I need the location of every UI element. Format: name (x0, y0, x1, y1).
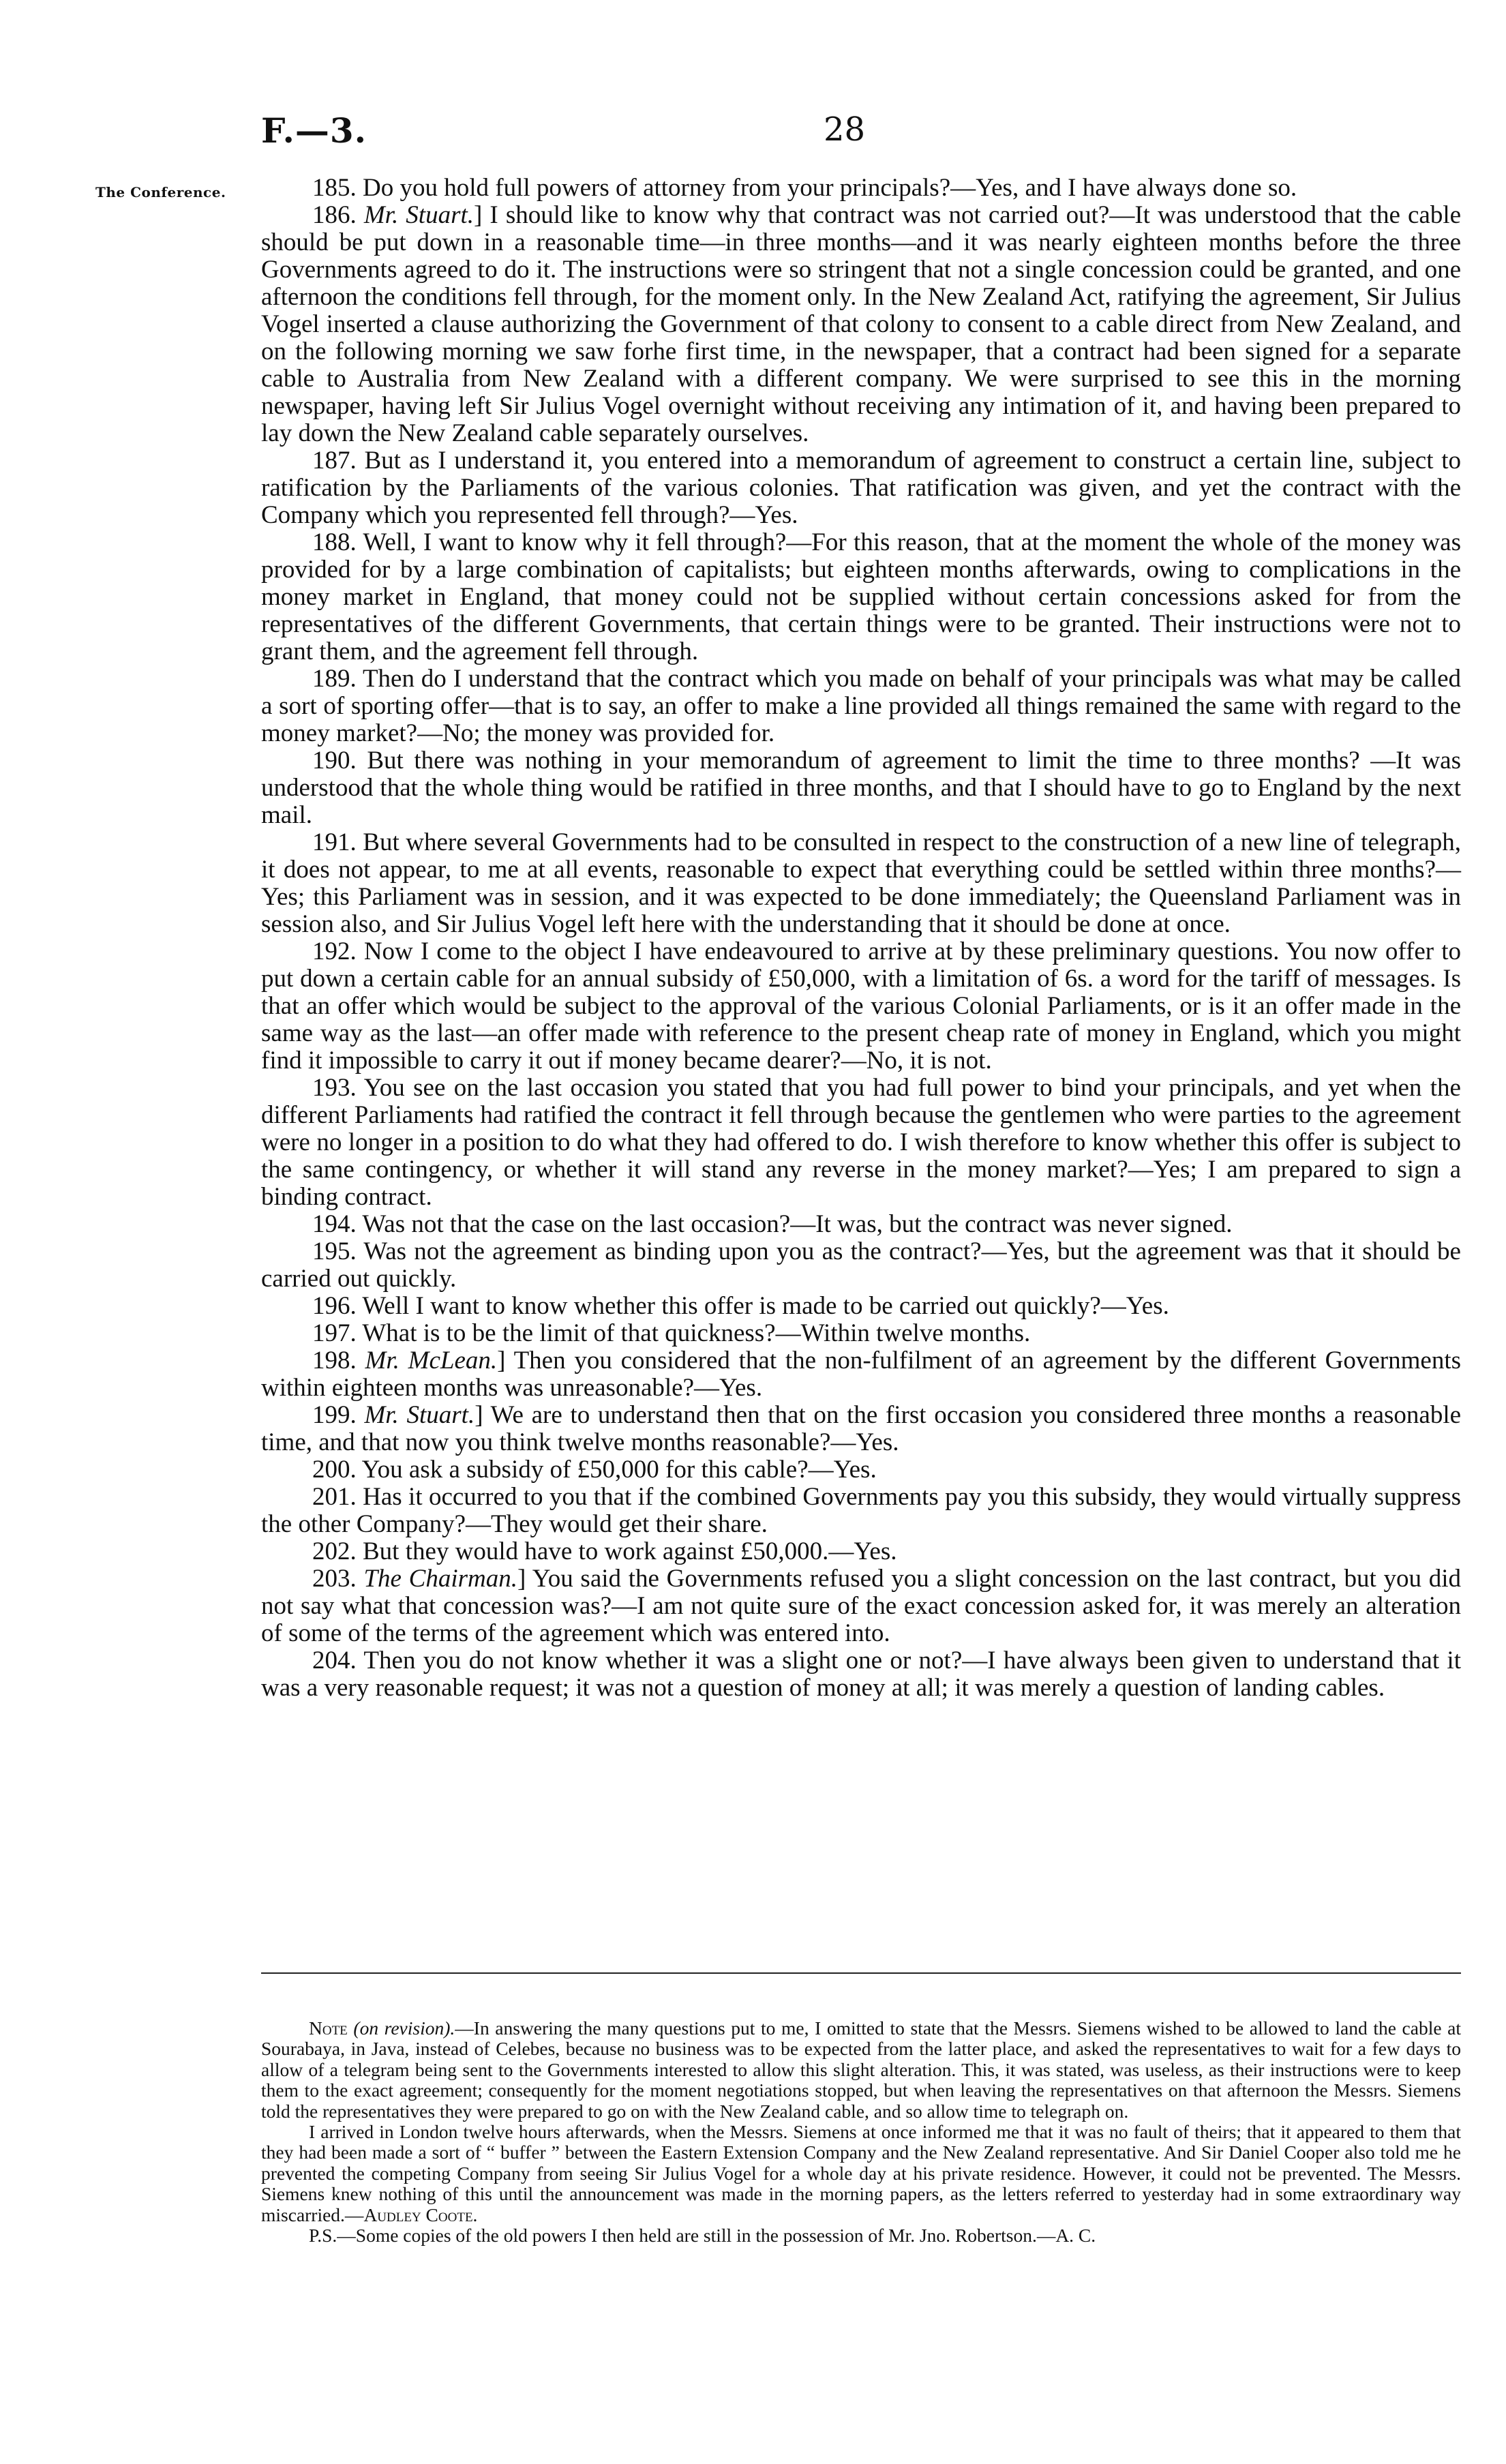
revision-note (261, 2018, 1461, 2246)
note-paragraph-2: I arrived in London twelve hours afterwards, when the Messrs. Siemens at once informed me that it was no fault of theirs; that it appeared to them that they had been made a sort of “ buffer ” between the Eastern Extension Company and the New Zealand representative. And Sir Daniel Cooper also told me he prevented the competing Company from seeing Sir Julius Vogel for a whole day at his private residence. However, it could not be prevented. The Messrs. Siemens knew nothing of this until the announcement was made in the morning papers, as the letters referred to yesterday had in some extraordinary way miscarried.—Audley Coote. (261, 2121, 1461, 2225)
question-197: 197. What is to be the limit of that quickness?—Within twelve months. (312, 1319, 1031, 1347)
document-reference: F.—3. (261, 110, 367, 151)
footnote-divider (261, 1972, 1461, 1974)
note-signature: Audley Coote. (363, 2204, 478, 2225)
question-185: 185. Do you hold full powers of attorney from your principals?—Yes, and I have always done so. (312, 174, 1297, 202)
margin-label: The Conference. (95, 184, 226, 200)
question-198: 198. Mr. McLean.] Then you considered that the non-fulfilment of an agreement by the different Governments within eighteen months was unreasonable?—Yes. (261, 1347, 1461, 1402)
question-196: 196. Well I want to know whether this offer is made to be carried out quickly?—Yes. (312, 1292, 1169, 1320)
question-186: 186. Mr. Stuart.] I should like to know why that contract was not carried out?—It was understood that the cable should be put down in a reasonable time—in three months—and it was nearly eighteen months before the three Governments agreed to do it. The instructions were so stringent that not a single concession could be granted, and one afternoon the conditions fell through, for the moment only. In the New Zealand Act, ratifying the agreement, Sir Julius Vogel inserted a clause authorizing the Government of that colony to consent to a cable direct from New Zealand, and on the following morning we saw forhe first time, in the newspaper, that a contract had been signed for a separate cable to Australia from New Zealand with a different company. We were surprised to see this in the morning newspaper, having left Sir Julius Vogel overnight without receiving any intimation of it, and having been prepared to lay down the New Zealand cable separately ourselves. (261, 201, 1462, 447)
question-187: 187. But as I understand it, you entered into a memorandum of agreement to construct a certain line, subject to ratification by the Parliaments of the various colonies. That ratification was given, and yet the contract with the Company which you represented fell through?—Yes. (261, 447, 1461, 529)
note-paragraph-1: Note (on revision).—In answering the many questions put to me, I omitted to state that the Messrs. Siemens wished to be allowed to land the cable at Sourabaya, in Java, instead of Celebes, because no business was to be expected from the latter place, and asked the representatives to wait for a few days to allow of a telegram being sent to the Governments interested to allow this slight alteration. This, it was stated, was useless, as their instructions were to keep them to the exact agreement; consequently for the moment negotiations stopped, but when leaving the representatives on that afternoon the Messrs. Siemens told the representatives they were prepared to go on with the New Zealand cable, and so allow time to telegraph on. (261, 2017, 1461, 2122)
question-199: 199. Mr. Stuart.] We are to understand then that on the first occasion you considered three months a reasonable time, and that now you think twelve months reasonable?—Yes. (261, 1401, 1462, 1456)
question-200: 200. You ask a subsidy of £50,000 for this cable?—Yes. (312, 1456, 877, 1484)
question-201: 201. Has it occurred to you that if the combined Governments pay you this subsidy, they would virtually suppress the other Company?—They would get their share. (261, 1483, 1462, 1538)
note-postscript: P.S.—Some copies of the old powers I then held are still in the possession of Mr. Jno. Robertson.—A. C. (309, 2225, 1096, 2247)
question-189: 189. Then do I understand that the contract which you made on behalf of your principals was what may be called a sort of sporting offer—that is to say, an offer to make a line provided all things remained the same with regard to the money market?—No; the money was provided for. (261, 665, 1461, 747)
question-204: 204. Then you do not know whether it was a slight one or not?—I have always been given to understand that it was a very reasonable request; it was not a question of money at all; it was merely a question of landing cables. (261, 1647, 1461, 1702)
question-203: 203. The Chairman.] You said the Governments refused you a slight concession on the last contract, but you did not say what that concession was?—I am not quite sure of the exact concession asked for, it was merely an alteration of some of the terms of the agreement which was entered into. (261, 1565, 1462, 1647)
question-195: 195. Was not the agreement as binding upon you as the contract?—Yes, but the agreement was that it should be carried out quickly. (261, 1237, 1461, 1293)
question-191: 191. But where several Governments had to be consulted in respect to the construction of a new line of telegraph, it does not appear, to me at all events, reasonable to expect that everything could be settled within three months?—Yes; this Parliament was in session, and it was expected to be done immediately; the Queensland Parliament was in session also, and Sir Julius Vogel left here with the understanding that it should be done at once. (261, 828, 1462, 938)
question-188: 188. Well, I want to know why it fell through?—For this reason, that at the moment the whole of the money was provided for by a large combination of capitalists; but eighteen months afterwards, owing to complications in the money market in England, that money could not be supplied without certain concessions asked for from the representatives of the different Governments, that certain things were to be granted. Their instructions were not to grant them, and the agreement fell through. (261, 528, 1461, 665)
question-202: 202. But they would have to work against £50,000.—Yes. (312, 1537, 897, 1565)
question-194: 194. Was not that the case on the last occasion?—It was, but the contract was never signed. (312, 1210, 1233, 1238)
question-192: 192. Now I come to the object I have endeavoured to arrive at by these preliminary questions. You now offer to put down a certain cable for an annual subsidy of £50,000, with a limitation of 6s. a word for the tariff of messages. Is that an offer which would be subject to the approval of the various Colonial Parliaments, or is it an offer made in the same way as the last—an offer made with reference to the present cheap rate of money in England, which you might find it impossible to carry it out if money became dearer?—No, it is not. (261, 937, 1461, 1075)
body-text (261, 175, 1461, 1702)
page-number: 28 (824, 110, 866, 149)
question-190: 190. But there was nothing in your memorandum of agreement to limit the time to three months? —It was understood that the whole thing would be ratified in three months, and that I should have to go to England by the next mail. (261, 747, 1461, 829)
question-193: 193. You see on the last occasion you stated that you had full power to bind your principals, and yet when the different Parliaments had ratified the contract it fell through because the gentlemen who were parties to the agreement were no longer in a position to do what they had offered to do. I wish therefore to know whether this offer is subject to the same contingency, or whether it will stand any reverse in the money market?—Yes; I am prepared to sign a binding contract. (261, 1074, 1461, 1211)
